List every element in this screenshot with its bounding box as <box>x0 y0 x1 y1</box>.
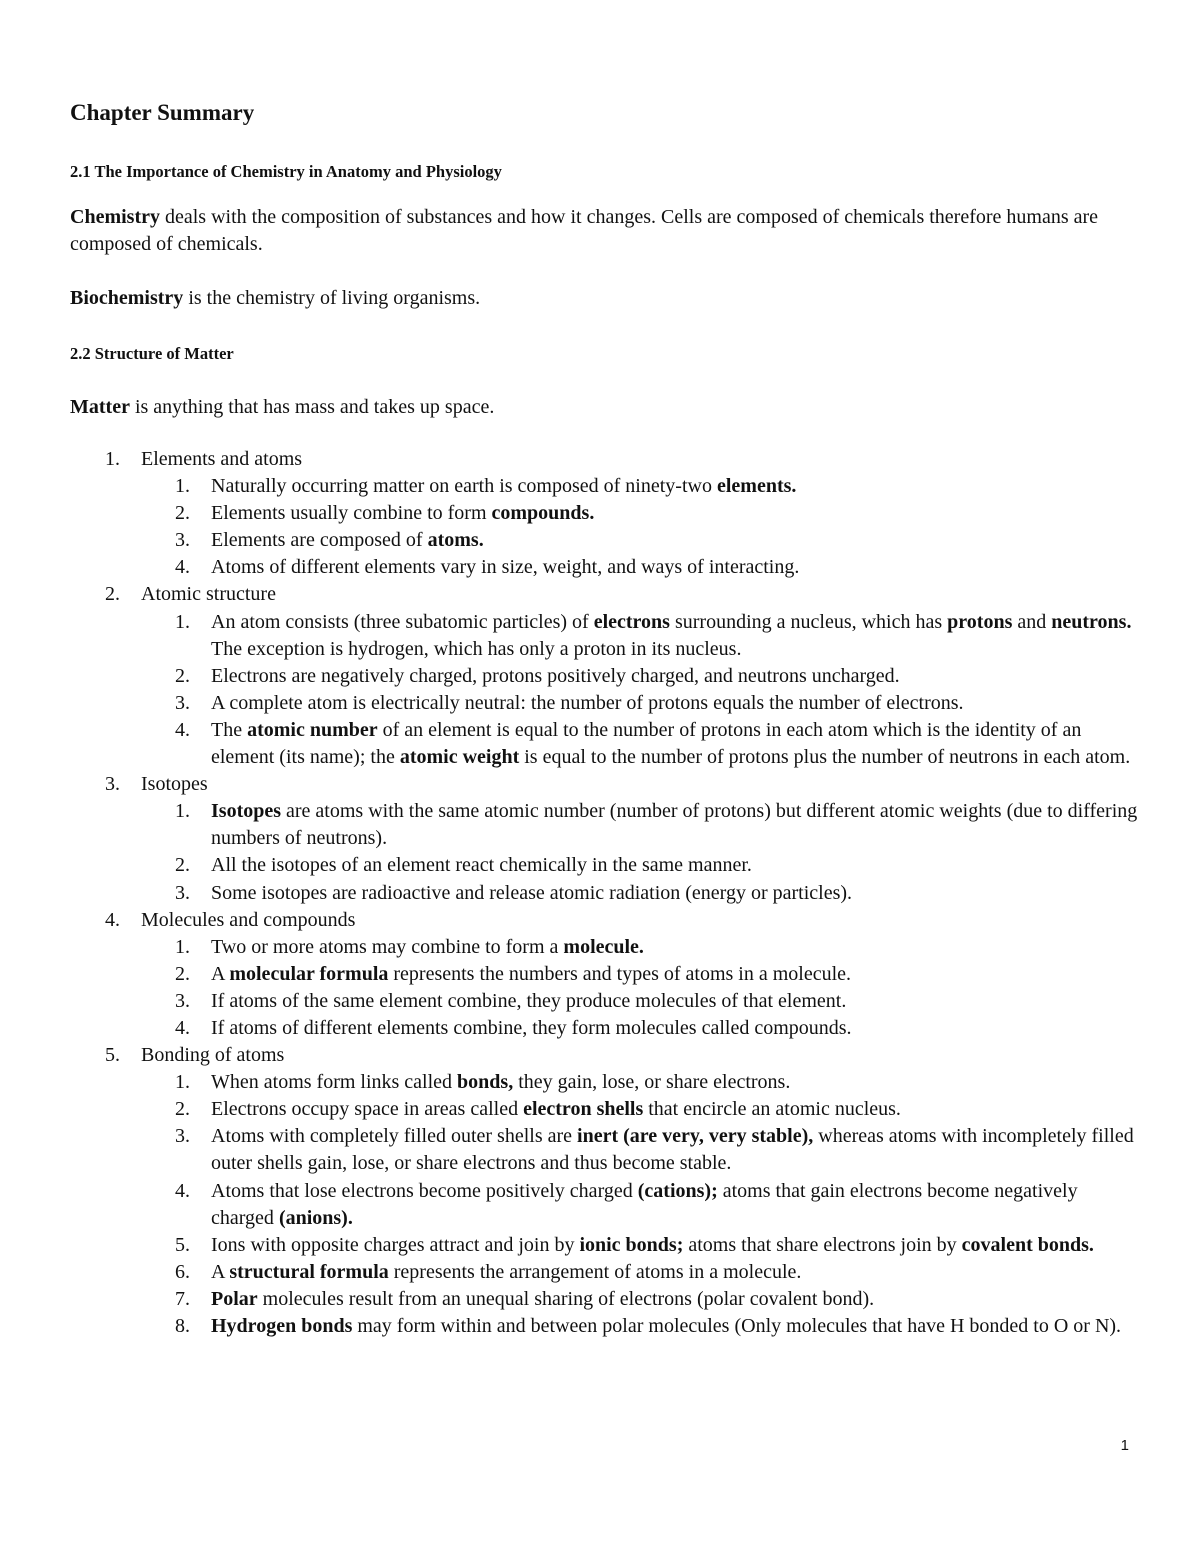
list-item <box>70 473 1140 500</box>
paragraph-biochemistry <box>70 285 1140 312</box>
list-group-heading <box>70 446 1140 473</box>
list-item <box>70 798 1140 852</box>
list-item-text: Elements are composed of atoms. <box>211 529 484 552</box>
list-group-number: 1. <box>105 448 120 470</box>
list-item-number: 1. <box>175 610 190 633</box>
list-item <box>70 934 1140 961</box>
term-matter: Matter <box>70 396 130 418</box>
list-item <box>70 609 1140 663</box>
list-item-number: 3. <box>175 881 190 904</box>
list-item <box>70 1096 1140 1123</box>
list-item <box>70 1123 1140 1177</box>
list-item-number: 4. <box>175 556 190 579</box>
list-item-number: 5. <box>175 1233 190 1256</box>
list-group <box>70 907 1140 1042</box>
list-item-text: Isotopes are atoms with the same atomic number (number of protons) but different atomic weights (due to differing numbers of neutrons). <box>211 800 1138 850</box>
list-item-number: 1. <box>175 475 190 498</box>
list-group-heading <box>70 771 1140 798</box>
page-number: 1 <box>1120 1437 1129 1454</box>
list-item-number: 4. <box>175 718 190 741</box>
list-item <box>70 1178 1140 1232</box>
list-item <box>70 1259 1140 1286</box>
list-group <box>70 581 1140 771</box>
sub-list <box>70 798 1140 906</box>
list-item-text: Atoms of different elements vary in size, weight, and ways of interacting. <box>211 556 800 579</box>
list-item-number: 2. <box>175 854 190 877</box>
paragraph-chemistry-text: deals with the composition of substances and how it changes. Cells are composed of chemicals therefore humans are composed of chemicals. <box>70 206 1099 255</box>
list-item-number: 4. <box>175 1179 190 1202</box>
list-group-heading <box>70 581 1140 608</box>
list-item-number: 7. <box>175 1287 190 1310</box>
sub-list <box>70 609 1140 772</box>
sub-list <box>70 1069 1140 1340</box>
list-item <box>70 717 1140 771</box>
list-item <box>70 852 1140 879</box>
list-item <box>70 988 1140 1015</box>
sub-list <box>70 934 1140 1042</box>
list-item-number: 6. <box>175 1260 190 1283</box>
sub-list <box>70 473 1140 581</box>
list-item-text: Atoms that lose electrons become positively charged (cations); atoms that gain electrons become negatively charged (anions). <box>211 1179 1078 1229</box>
paragraph-chemistry <box>70 204 1140 258</box>
list-item-number: 2. <box>175 1098 190 1121</box>
list-item-text: Atoms with completely filled outer shells are inert (are very, very stable), whereas atoms with incompletely filled outer shells gain, lose, or share electrons and thus become stable. <box>211 1125 1134 1175</box>
list-item-text: If atoms of different elements combine, they form molecules called compounds. <box>211 1016 852 1039</box>
list-item-text: Polar molecules result from an unequal sharing of electrons (polar covalent bond). <box>211 1287 875 1310</box>
list-group <box>70 771 1140 906</box>
list-item <box>70 961 1140 988</box>
list-group <box>70 1042 1140 1340</box>
list-item-number: 1. <box>175 800 190 823</box>
list-item <box>70 1015 1140 1042</box>
list-group-label: Elements and atoms <box>141 448 303 470</box>
list-item-number: 3. <box>175 1125 190 1148</box>
paragraph-matter-text: is anything that has mass and takes up space. <box>129 396 495 418</box>
paragraph-biochemistry-text: is the chemistry of living organisms. <box>183 287 481 309</box>
list-item-number: 2. <box>175 664 190 687</box>
list-item-text: A molecular formula represents the numbers and types of atoms in a molecule. <box>211 962 852 985</box>
list-item-number: 3. <box>175 529 190 552</box>
list-item <box>70 690 1140 717</box>
list-item-text: When atoms form links called bonds, they gain, lose, or share electrons. <box>211 1071 791 1094</box>
list-item-number: 2. <box>175 962 190 985</box>
list-item-text: A structural formula represents the arrangement of atoms in a molecule. <box>211 1260 802 1283</box>
list-group-label: Molecules and compounds <box>141 908 356 931</box>
list-item-text: Hydrogen bonds may form within and between polar molecules (Only molecules that have H bonded to O or N). <box>211 1315 1122 1337</box>
list-item-text: Electrons are negatively charged, protons positively charged, and neutrons uncharged. <box>211 664 900 687</box>
list-item <box>70 1232 1140 1259</box>
list-item-text: A complete atom is electrically neutral: the number of protons equals the number of electrons. <box>211 691 964 714</box>
list-item <box>70 663 1140 690</box>
page-content <box>70 98 1140 1340</box>
term-biochemistry: Biochemistry <box>70 287 184 309</box>
list-group-label: Atomic structure <box>141 583 276 606</box>
list-group-label: Bonding of atoms <box>141 1044 285 1067</box>
list-item <box>70 527 1140 554</box>
list-item-number: 1. <box>175 1071 190 1094</box>
list-group-heading <box>70 907 1140 934</box>
list-item-text: Naturally occurring matter on earth is composed of ninety-two elements. <box>211 475 797 498</box>
list-item <box>70 1069 1140 1096</box>
section-heading-2-1: 2.1 The Importance of Chemistry in Anatomy and Physiology <box>70 162 502 181</box>
list-item-number: 1. <box>175 935 190 958</box>
list-item-number: 3. <box>175 989 190 1012</box>
list-item-text: An atom consists (three subatomic particles) of electrons surrounding a nucleus, which has protons and neutrons. The exception is hydrogen, which has only a proton in its nucleus. <box>211 610 1132 660</box>
list-item-number: 8. <box>175 1315 190 1337</box>
term-chemistry: Chemistry <box>70 206 160 228</box>
list-group <box>70 446 1140 581</box>
list-item-text: The atomic number of an element is equal to the number of protons in each atom which is the identity of an element (its name); the atomic weight is equal to the number of protons plus the number of neutrons in each atom. <box>211 718 1131 769</box>
list-item-text: Electrons occupy space in areas called electron shells that encircle an atomic nucleus. <box>211 1098 901 1121</box>
page-title: Chapter Summary <box>70 100 255 125</box>
list-item <box>70 554 1140 581</box>
list-item-text: If atoms of the same element combine, they produce molecules of that element. <box>211 989 847 1012</box>
list-group-number: 2. <box>105 583 120 606</box>
list-group-number: 3. <box>105 773 120 796</box>
section-heading-2-2: 2.2 Structure of Matter <box>70 344 234 363</box>
list-item-text: Two or more atoms may combine to form a molecule. <box>211 935 644 958</box>
paragraph-matter <box>70 394 1140 421</box>
list-item-text: Ions with opposite charges attract and join by ionic bonds; atoms that share electrons join by covalent bonds. <box>211 1233 1094 1256</box>
list-item-number: 2. <box>175 502 190 525</box>
outline-list <box>70 446 1140 1340</box>
list-group-number: 5. <box>105 1044 120 1067</box>
list-item <box>70 880 1140 907</box>
list-group-number: 4. <box>105 908 120 931</box>
list-item <box>70 1286 1140 1313</box>
list-item-text: Some isotopes are radioactive and release atomic radiation (energy or particles). <box>211 881 853 904</box>
list-item <box>70 1313 1140 1340</box>
list-item-text: All the isotopes of an element react chemically in the same manner. <box>211 854 752 877</box>
list-group-heading <box>70 1042 1140 1069</box>
list-item-number: 4. <box>175 1016 190 1039</box>
list-item-number: 3. <box>175 691 190 714</box>
list-item <box>70 500 1140 527</box>
list-item-text: Elements usually combine to form compounds. <box>211 502 595 525</box>
list-group-label: Isotopes <box>141 773 208 796</box>
